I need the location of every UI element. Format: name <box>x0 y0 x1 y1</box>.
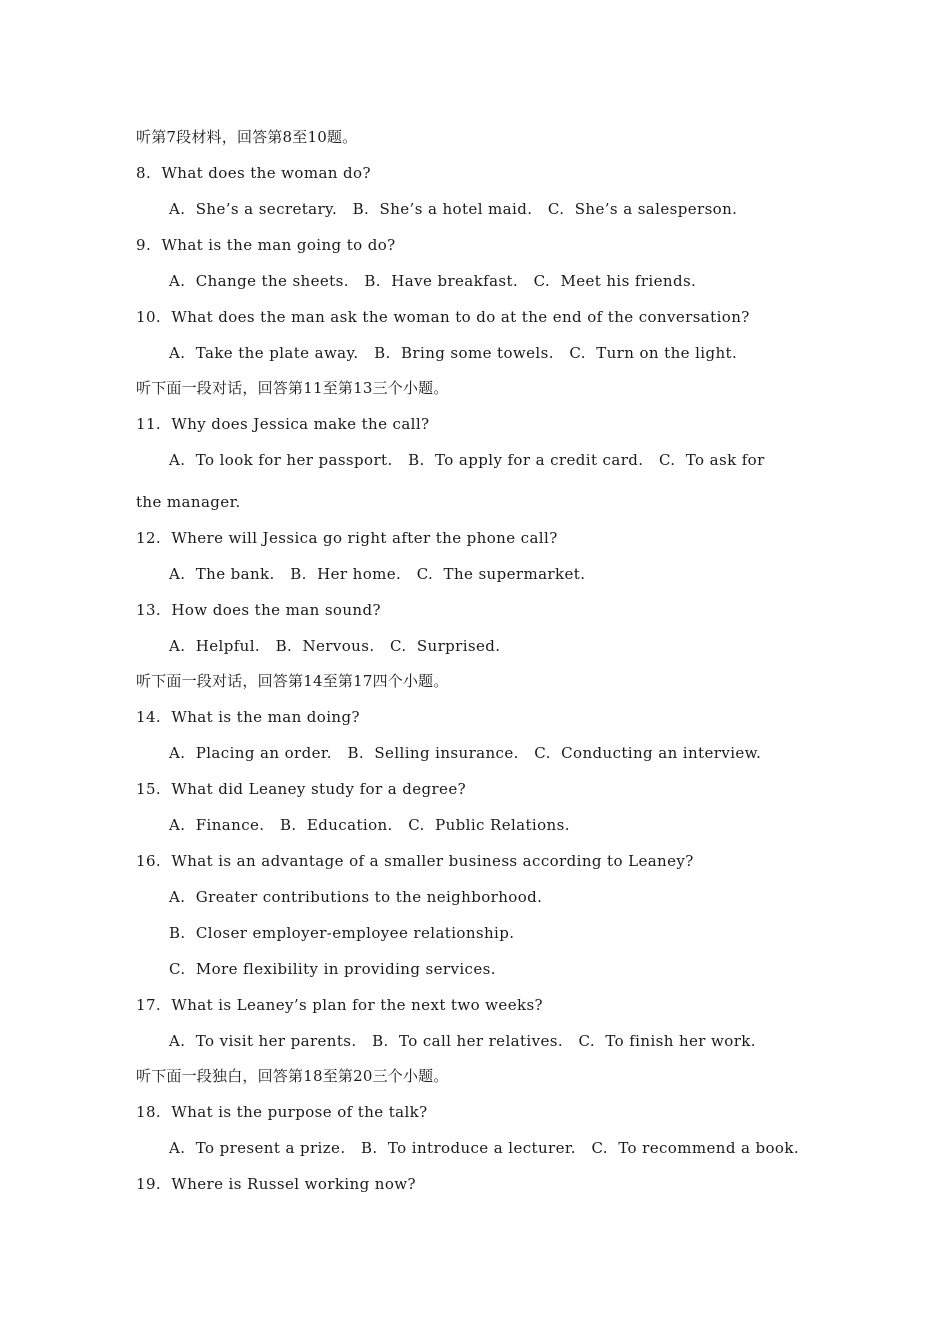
question-16: 16. What is an advantage of a smaller business according to Leaney? <box>136 852 694 870</box>
question-9: 9. What is the man going to do? <box>136 236 396 254</box>
question-11-options-continued: the manager. <box>136 493 241 511</box>
question-17: 17. What is Leaney’s plan for the next two weeks? <box>136 996 544 1014</box>
question-16-option-b: B. Closer employer-employee relationship. <box>169 924 515 942</box>
question-17-options: A. To visit her parents. B. To call her relatives. C. To finish her work. <box>169 1032 756 1050</box>
question-15: 15. What did Leaney study for a degree? <box>136 780 467 798</box>
question-14-options: A. Placing an order. B. Selling insurance. C. Conducting an interview. <box>169 744 762 762</box>
section-instruction-q18-20: 听下面一段独白，回答第18至第20三个小题。 <box>136 1067 449 1085</box>
question-9-options: A. Change the sheets. B. Have breakfast. C. Meet his friends. <box>169 272 697 290</box>
section-instruction-q11-13: 听下面一段对话，回答第11至第13三个小题。 <box>136 379 449 397</box>
question-12: 12. Where will Jessica go right after the phone call? <box>136 529 558 547</box>
question-16-option-a: A. Greater contributions to the neighborhood. <box>169 888 543 906</box>
question-11: 11. Why does Jessica make the call? <box>136 415 430 433</box>
question-14: 14. What is the man doing? <box>136 708 360 726</box>
question-13-options: A. Helpful. B. Nervous. C. Surprised. <box>169 637 501 655</box>
section-instruction-q8-10: 听第7段材料，回答第8至10题。 <box>136 128 358 146</box>
question-8-options: A. She’s a secretary. B. She’s a hotel maid. C. She’s a salesperson. <box>169 200 738 218</box>
question-12-options: A. The bank. B. Her home. C. The supermarket. <box>169 565 586 583</box>
question-19: 19. Where is Russel working now? <box>136 1175 416 1193</box>
question-10: 10. What does the man ask the woman to do at the end of the conversation? <box>136 308 750 326</box>
question-13: 13. How does the man sound? <box>136 601 381 619</box>
question-18-options: A. To present a prize. B. To introduce a lecturer. C. To recommend a book. <box>169 1139 800 1157</box>
section-instruction-q14-17: 听下面一段对话，回答第14至第17四个小题。 <box>136 672 449 690</box>
question-11-options: A. To look for her passport. B. To apply for a credit card. C. To ask for <box>169 451 765 469</box>
question-8: 8. What does the woman do? <box>136 164 371 182</box>
question-18: 18. What is the purpose of the talk? <box>136 1103 428 1121</box>
question-15-options: A. Finance. B. Education. C. Public Relations. <box>169 816 570 834</box>
question-16-option-c: C. More flexibility in providing services. <box>169 960 496 978</box>
question-10-options: A. Take the plate away. B. Bring some towels. C. Turn on the light. <box>169 344 738 362</box>
